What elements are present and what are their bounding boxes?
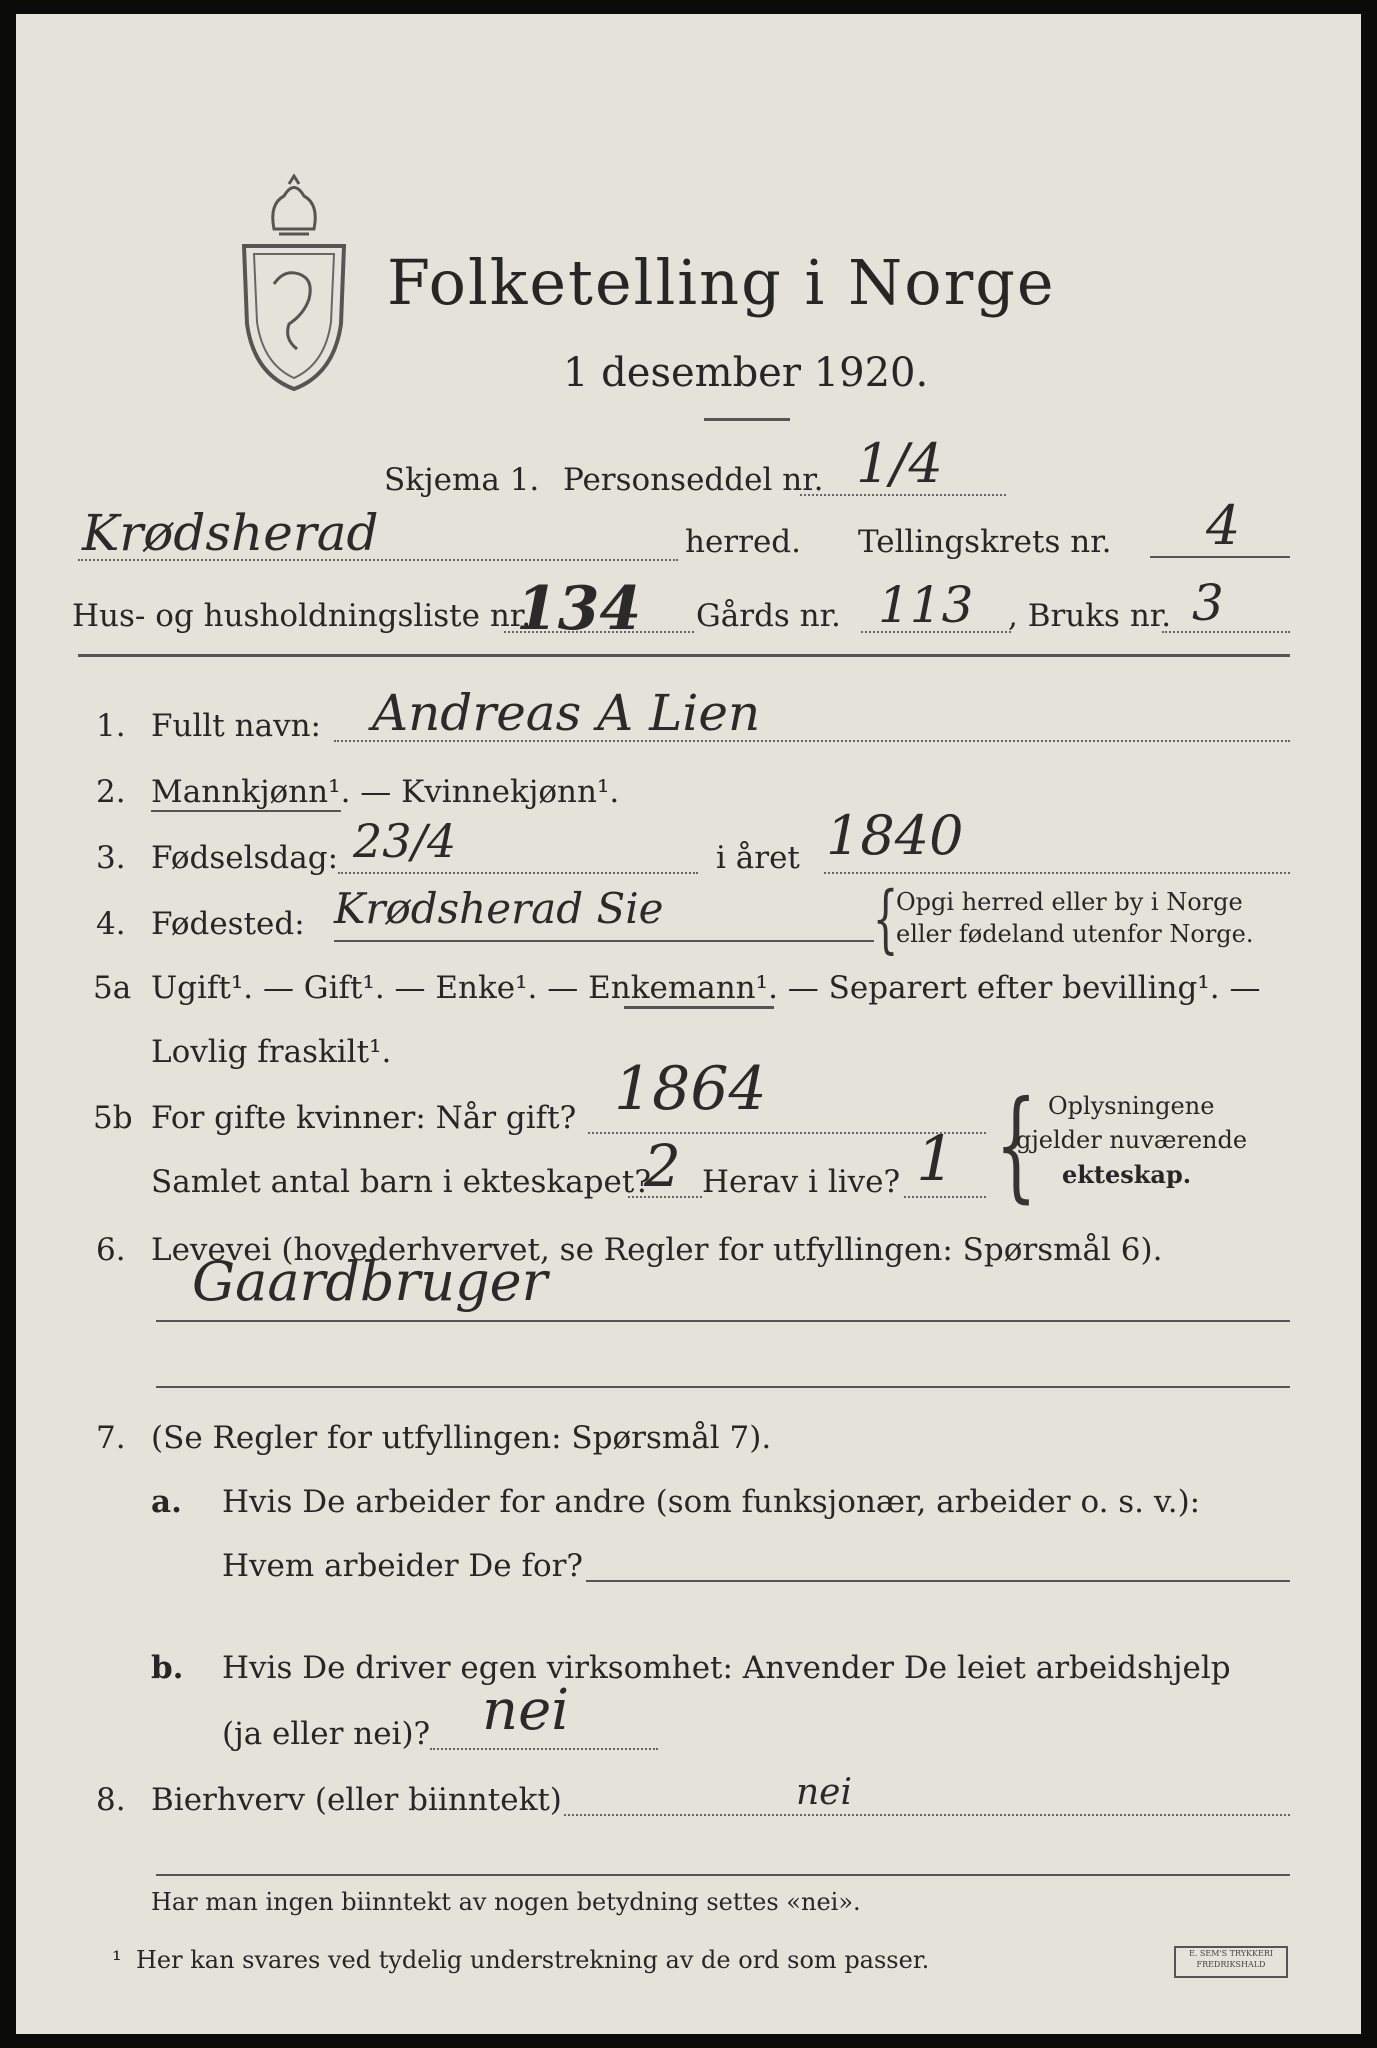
tellingskrets-label: Tellingskrets nr. xyxy=(858,524,1112,560)
bruks-line xyxy=(1162,631,1290,633)
header-rule xyxy=(78,654,1290,657)
q3-label: Fødselsdag: xyxy=(151,840,339,876)
footnote: Her kan svares ved tydelig understrekning av de ord som passer. xyxy=(136,1946,930,1974)
divider xyxy=(704,418,790,421)
form-title: Folketelling i Norge xyxy=(387,246,1056,319)
q4-brace: { xyxy=(872,876,899,962)
q8-line xyxy=(564,1814,1290,1816)
personseddel-label: Personseddel nr. xyxy=(563,462,824,498)
q4-line xyxy=(334,940,874,942)
gards-label: Gårds nr. xyxy=(696,598,841,634)
q4-number: 4. xyxy=(96,906,126,942)
q4-label: Fødested: xyxy=(151,906,305,942)
q6-line-2 xyxy=(156,1386,1290,1388)
gards-value: 113 xyxy=(878,576,974,634)
q2-underline xyxy=(151,810,341,812)
q7b-number: b. xyxy=(151,1650,184,1686)
q8-value: nei xyxy=(796,1772,853,1813)
q5b-value: 1864 xyxy=(614,1054,767,1124)
census-form xyxy=(16,14,1361,2034)
q5a-label-2: Lovlig fraskilt¹. xyxy=(151,1034,392,1070)
personseddel-value: 1/4 xyxy=(856,432,943,495)
footnote-mark: ¹ xyxy=(112,1946,122,1974)
q7-label: (Se Regler for utfyllingen: Spørsmål 7). xyxy=(151,1420,772,1456)
coat-of-arms-icon xyxy=(229,174,359,394)
q5b-alive-label: Herav i live? xyxy=(702,1164,901,1200)
q2-label: Mannkjønn¹. — Kvinnekjønn¹. xyxy=(151,774,620,810)
q8-label: Bierhverv (eller biinntekt) xyxy=(151,1782,562,1818)
q5b-note-1: Oplysningene xyxy=(1048,1092,1215,1120)
q5a-label: Ugift¹. — Gift¹. — Enke¹. — Enkemann¹. — Separert efter bevilling¹. — xyxy=(151,970,1261,1006)
q5b-note-2: gjelder nuværende xyxy=(1016,1126,1248,1154)
herred-value: Krødsherad xyxy=(82,504,379,562)
q7a-number: a. xyxy=(151,1484,182,1520)
q5b-children-label: Samlet antal barn i ekteskapet? xyxy=(151,1164,651,1200)
tellingskrets-value: 4 xyxy=(1206,494,1241,557)
q7a-label: Hvis De arbeider for andre (som funksjonær, arbeider o. s. v.): xyxy=(222,1484,1201,1520)
husliste-label: Hus- og husholdningsliste nr. xyxy=(72,598,532,634)
q8-line-2 xyxy=(156,1874,1290,1876)
q7b-line xyxy=(430,1748,658,1750)
q5b-children-value: 2 xyxy=(644,1132,681,1200)
q5b-label: For gifte kvinner: Når gift? xyxy=(151,1100,577,1136)
q5b-note-3: ekteskap. xyxy=(1062,1160,1192,1189)
q5b-number: 5b xyxy=(93,1100,133,1136)
q3-year-line xyxy=(824,872,1290,874)
q5a-underline xyxy=(624,1006,774,1009)
q3-value: 23/4 xyxy=(353,814,457,868)
q3-number: 3. xyxy=(96,840,126,876)
herred-label: herred. xyxy=(685,524,801,560)
schema-label: Skjema 1. xyxy=(384,462,540,498)
q1-number: 1. xyxy=(96,708,126,744)
q8-number: 8. xyxy=(96,1782,126,1818)
q7b-label: Hvis De driver egen virksomhet: Anvender De leiet arbeidshjelp xyxy=(222,1650,1231,1686)
q1-label: Fullt navn: xyxy=(151,708,321,744)
q4-note-1: Opgi herred eller by i Norge xyxy=(896,888,1243,916)
q3-line xyxy=(338,872,698,874)
q4-value: Krødsherad Sie xyxy=(334,884,664,933)
bruks-label: , Bruks nr. xyxy=(1008,598,1172,634)
q6-line-1 xyxy=(156,1320,1290,1322)
q7a-line xyxy=(586,1580,1290,1582)
q6-label: Levevei (hovederhvervet, se Regler for utfyllingen: Spørsmål 6). xyxy=(151,1232,1163,1268)
bruks-value: 3 xyxy=(1192,574,1224,632)
q7-number: 7. xyxy=(96,1420,126,1456)
q6-number: 6. xyxy=(96,1232,126,1268)
q5b-alive-value: 1 xyxy=(916,1122,956,1195)
q4-note-2: eller fødeland utenfor Norge. xyxy=(896,920,1254,948)
q7b-value: nei xyxy=(482,1678,570,1743)
q5a-number: 5a xyxy=(93,970,132,1006)
q5b-brace: { xyxy=(995,1076,1038,1215)
q2-number: 2. xyxy=(96,774,126,810)
q7b-label-2: (ja eller nei)? xyxy=(222,1716,431,1752)
husliste-value: 134 xyxy=(516,574,642,644)
printer-stamp: E. SEM'S TRYKKERI FREDRIKSHALD xyxy=(1174,1946,1288,1978)
q5b-alive-line xyxy=(904,1196,986,1198)
footer-note: Har man ingen biinntekt av nogen betydning settes «nei». xyxy=(151,1888,861,1916)
q3-year-label: i året xyxy=(716,840,800,876)
q1-value: Andreas A Lien xyxy=(372,684,761,742)
q6-value: Gaardbruger xyxy=(192,1250,548,1313)
q7a-label-2: Hvem arbeider De for? xyxy=(222,1548,584,1584)
q3-year-value: 1840 xyxy=(826,804,964,867)
census-date: 1 desember 1920. xyxy=(563,350,929,396)
